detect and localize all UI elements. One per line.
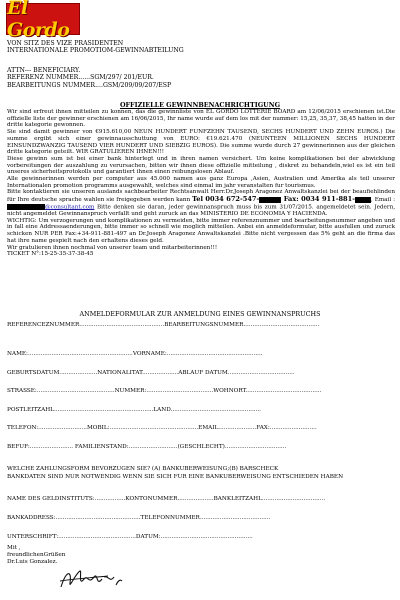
form-line-bank[interactable]: NAME DES GELDINSTITUTS:.................KONTONUMMER....................BANKLEITZAHL................................... — [7, 496, 326, 502]
form-line-phone[interactable]: TELEFON:...........................MOBIL:.................................................EMAIL.....................FAX:.......................... — [7, 425, 317, 431]
redaction-bar — [355, 197, 371, 203]
email-link[interactable]: @consultant.com — [45, 204, 95, 211]
letter-header — [7, 40, 184, 55]
phone-number: Tel 0034 672-547- — [192, 195, 260, 204]
closing-line-2: freundlichenGrüßen — [7, 552, 66, 558]
logo-text: El Gordo — [7, 0, 70, 41]
deadline-text: Bitte denken sie daran, jeder gewinnanspruch muss bis zum 31/07/2015. angemeldetet sein. Jedern, nicht angemeldet Gewinnanspruch verfallt und geht zuruck an das MINISTERIO DE ECONOMIA Y HACIENDA. — [7, 204, 395, 218]
handwritten-signature — [58, 565, 128, 593]
reference-number: REFERENZ NUMMER......SGM/297/ 201/EUR. — [7, 74, 154, 82]
redaction-bar — [259, 197, 281, 203]
paragraph-7: Wir gratulieren ihnen nochmal von unserer team und mitarbeiterinnen!!! — [7, 244, 218, 251]
form-line-street[interactable]: STRASSE:...........................................NUMMER:.....................................WOHNORT.......................................... — [7, 388, 322, 394]
paragraph-5 — [7, 189, 395, 217]
closing-line-1: Mit , — [7, 545, 21, 551]
paragraph-1: Wir sind erfreut ihnen mitteilen zu konnen, das die gewinnliste von EL GORDO LOTTERIE BOARD am 12/06/2015 erschienen ist.Die offizielle liste der gewinner erschienen am 16/06/2015, Ihr name wurde auf dem los mit der nummer: 15,25, 35,37, 38,45 hatten in der dritte kategorie gewonnen. — [7, 109, 395, 129]
form-line-signature[interactable]: UNTERSCHRIFT:...........................................DATUM:................................................... — [7, 534, 253, 540]
fax-number: Fax: 0034 911-881- — [281, 195, 355, 204]
header-line-2: INTERNATIONALE PROMOTIOM-GEWINNABTEILUNG — [7, 47, 184, 55]
contact-intro: Bitte kontaktieren sie unseren auslands sachbearbeiter Rechtsanwalt Herr.Dr.Joseph Aragonez Anwaltskanzlei bei der beaufiehlinden für Ihre deutsche sprache wahlen sie freigegeben werden kann — [7, 189, 395, 204]
bank-note: BANKDATEN SIND NUR NOTWENDIG WENN SIE SICH FUR EINE BANKUBERWEISUNG ENTSCHIEDEN HABEN — [7, 474, 344, 480]
paragraph-4: Alle gewinnerinnen werden per computer aus 45.000 namen aus ganz Europa ,Asien, Australien und Amerika als teil unserer Internationalen promotion programms ausgewahlt, welches sind einmal im jahr veranstalten fur tourismus. — [7, 176, 395, 189]
paragraph-3: Diese gewinn sum ist bei einer bank hinterlegt und in ihren namen versichert. Um keine komplikationen bei der abwicklung vorbereitungen der auszahlung zu verursachen, bitten wir ihnen diese offizielle mitteilung , diskret zu behandeln,wiel es ist ein teil unseres sicherheitsprotokolls und garantiert ihnen einen reibungslosen Ablauf. — [7, 155, 395, 176]
paragraph-2: Sie sind damit gewinner von €915.610,00 NEUN HUNDERT FUNFZEHN TAUSEND, SECHS HUNDERT UND ZEHN EUROS.) Die summe ergibt sich einer gewinnausschuttung von EURO: €19.621.470 (NEUNTEEN MILLIONEN SECHS HUNDERT EINSUNDZWANZIG TAUSEND VIER HUNDERT UND SIEBZIG EUROS). Die summe wurde durch 27 gewinnerinnen aus der gleichen dritte kategorie geteilt. WIR GRATULIEREN IHNEN!!! — [7, 129, 395, 156]
form-line-birthdate[interactable]: GEBURTSDATUM.....................NATIONALITAT....................ABLAUF DATUM..................................... — [7, 370, 295, 376]
processing-number: BEARBEITUNGS NUMMER....GSM/209/09/207/ESP — [7, 81, 172, 89]
form-line-profession[interactable]: BEFUF:........................ FAMILIENSTAND:...........................(GESCHLECHT).................................. — [7, 444, 287, 450]
form-line-bank-address[interactable]: BANKADDRESS:...............................................TELEFONNUMMER....................................... — [7, 515, 271, 521]
closing-name: Dr.Luis Gonzalez. — [7, 559, 58, 565]
form-line-postcode[interactable]: POSTLEITZAHL.......................................................LAND.................................................. — [7, 407, 261, 413]
attn-line: ATTN--- BENEFICIARY. — [7, 67, 81, 74]
ticket-number: TICKET N°:15-25-35-37-38-45 — [7, 251, 94, 258]
redaction-bar — [7, 204, 45, 210]
el-gordo-logo — [6, 0, 80, 41]
form-line-reference[interactable]: REFERENCEZNUMMER...............................................BEARBEITUNGSNUMMER.......................................... — [7, 322, 320, 328]
payment-question: WELCHE ZAHLUNGSFORM BEVORZUGEN SIE? (A) BANKUBERWEISUNG;(B) BARSCHECK — [7, 466, 279, 472]
header-line-1: VON SITZ DES VIZE PRASIDENTEN — [7, 40, 124, 47]
paragraph-6: WICHTIG: Um verzogerungen und komplikationen zu vermeiden, bitte immer referenznummer und bearbeitungsnummer angeben und in fall eine Addressaenderungen, bitte immer so schnell wie moglich mitteilen. Anbei ein anmeldeformular, bitte ausfullen und zuruck schicken NUR PER Fax:+34-911-881-497 an Dr.Joseph Aragonez Anwaltskanzlei .Bitte nicht vergessen das 5% geht an die firma das hat ihre name gespielt nach den erhaltens dieses geld. — [7, 217, 395, 244]
form-line-name[interactable]: NAME:..........................................................VORNAME:..................................................... — [7, 351, 263, 357]
notice-title: OFFIZIELLE GEWINNBENACHRICHTIGUNG — [119, 101, 281, 109]
reference-block — [7, 67, 171, 89]
letter-body — [7, 109, 395, 258]
email-label: , Email : — [370, 197, 396, 204]
form-title: ANMELDEFORMULAR ZUR ANMELDUNG EINES GEWINNANSPRUCHS — [79, 310, 321, 318]
